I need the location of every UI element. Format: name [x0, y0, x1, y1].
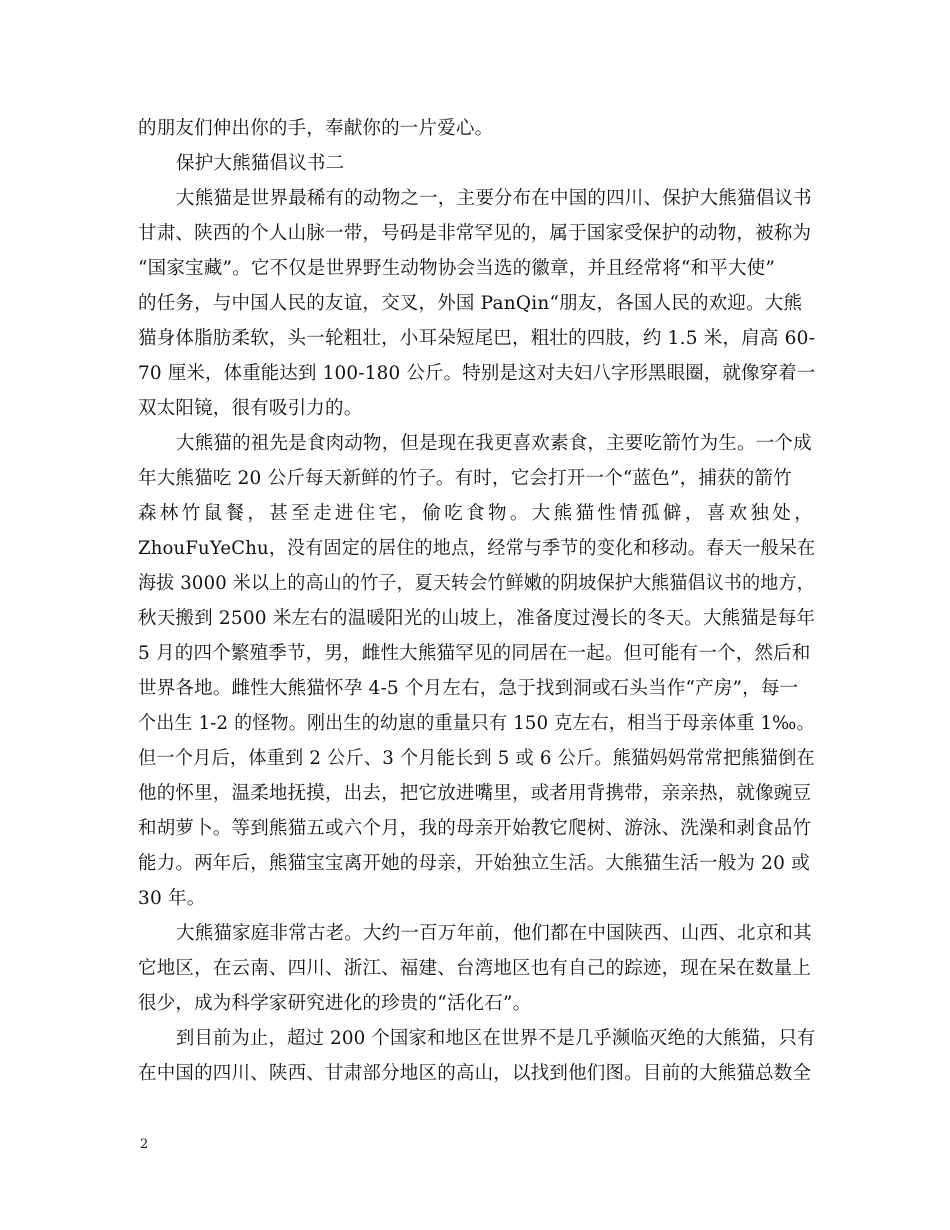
- paragraph-line: 的朋友们伸出你的手，奉献你的一片爱心。: [138, 118, 494, 139]
- paragraph-line: 但一个月后，体重到 2 公斤、3 个月能长到 5 或 6 公斤。熊猫妈妈常常把熊猫倒在: [138, 748, 815, 769]
- paragraph-line: 森林竹鼠餐，甚至走进住宅，偷吃食物。大熊猫性情孤僻，喜欢独处，: [138, 503, 813, 524]
- paragraph-line: ZhouFuYeChu，没有固定的居住的地点，经常与季节的变化和移动。春天一般呆在: [138, 538, 816, 559]
- paragraph-line: 大熊猫的祖先是食肉动物，但是现在我更喜欢素食，主要吃箭竹为生。一个成: [176, 433, 812, 454]
- paragraph-line: “国家宝藏”。它不仅是世界野生动物协会当选的徽章，并且经常将“和平大使”: [138, 258, 776, 279]
- paragraph-line: 个出生 1-2 的怪物。刚出生的幼崽的重量只有 150 克左右，相当于母亲体重 1‰。: [138, 713, 815, 734]
- paragraph-line: 它地区，在云南、四川、浙江、福建、台湾地区也有自己的踪迹，现在呆在数量上: [138, 958, 812, 979]
- paragraph-line: 很少，成为科学家研究进化的珍贵的“活化石”。: [138, 993, 532, 1014]
- paragraph-line: 30 年。: [138, 888, 206, 909]
- paragraph-line: 他的怀里，温柔地抚摸，出去，把它放进嘴里，或者用背携带，亲亲热，就像豌豆: [138, 783, 812, 804]
- paragraph-line: 猫身体脂肪柔软，头一轮粗壮，小耳朵短尾巴，粗壮的四肢，约 1.5 米，肩高 60-: [138, 328, 816, 349]
- paragraph-line: 海拔 3000 米以上的高山的竹子，夏天转会竹鲜嫩的阴坡保护大熊猫倡议书的地方，: [138, 573, 815, 594]
- paragraph-line: 年大熊猫吃 20 公斤每天新鲜的竹子。有时，它会打开一个“蓝色”，捕获的箭竹: [138, 468, 792, 489]
- paragraph-line: 大熊猫家庭非常古老。大约一百万年前，他们都在中国陕西、山西、北京和其: [176, 923, 812, 944]
- paragraph-line: 和胡萝卜。等到熊猫五或六个月，我的母亲开始教它爬树、游泳、洗澡和剥食品竹: [138, 818, 812, 839]
- paragraph-line: 到目前为止，超过 200 个国家和地区在世界不是几乎濒临灭绝的大熊猫，只有: [176, 1028, 816, 1049]
- paragraph-line: 70 厘米，体重能达到 100-180 公斤。特别是这对夫妇八字形黑眼圈，就像穿着一: [138, 363, 816, 384]
- paragraph-line: 大熊猫是世界最稀有的动物之一，主要分布在中国的四川、保护大熊猫倡议书: [176, 188, 812, 209]
- section-heading: 保护大熊猫倡议书二: [176, 153, 345, 174]
- paragraph-line: 双太阳镜，很有吸引力的。: [138, 398, 363, 419]
- paragraph-line: 在中国的四川、陕西、甘肃部分地区的高山，以找到他们图。目前的大熊猫总数全: [138, 1063, 812, 1084]
- paragraph-line: 世界各地。雌性大熊猫怀孕 4-5 个月左右，急于找到洞或石头当作“产房”，每一: [138, 678, 799, 699]
- paragraph-line: 能力。两年后，熊猫宝宝离开她的母亲，开始独立生活。大熊猫生活一般为 20 或: [138, 853, 810, 874]
- paragraph-line: 5 月的四个繁殖季节，男，雌性大熊猫罕见的同居在一起。但可能有一个，然后和: [138, 643, 811, 664]
- paragraph-line: 的任务，与中国人民的友谊，交叉，外国 PanQin“朋友，各国人民的欢迎。大熊: [138, 293, 803, 314]
- paragraph-line: 秋天搬到 2500 米左右的温暖阳光的山坡上，准备度过漫长的冬天。大熊猫是每年: [138, 608, 816, 629]
- paragraph-line: 甘肃、陕西的个人山脉一带，号码是非常罕见的，属于国家受保护的动物，被称为: [138, 223, 812, 244]
- page-number: 2: [140, 1137, 149, 1152]
